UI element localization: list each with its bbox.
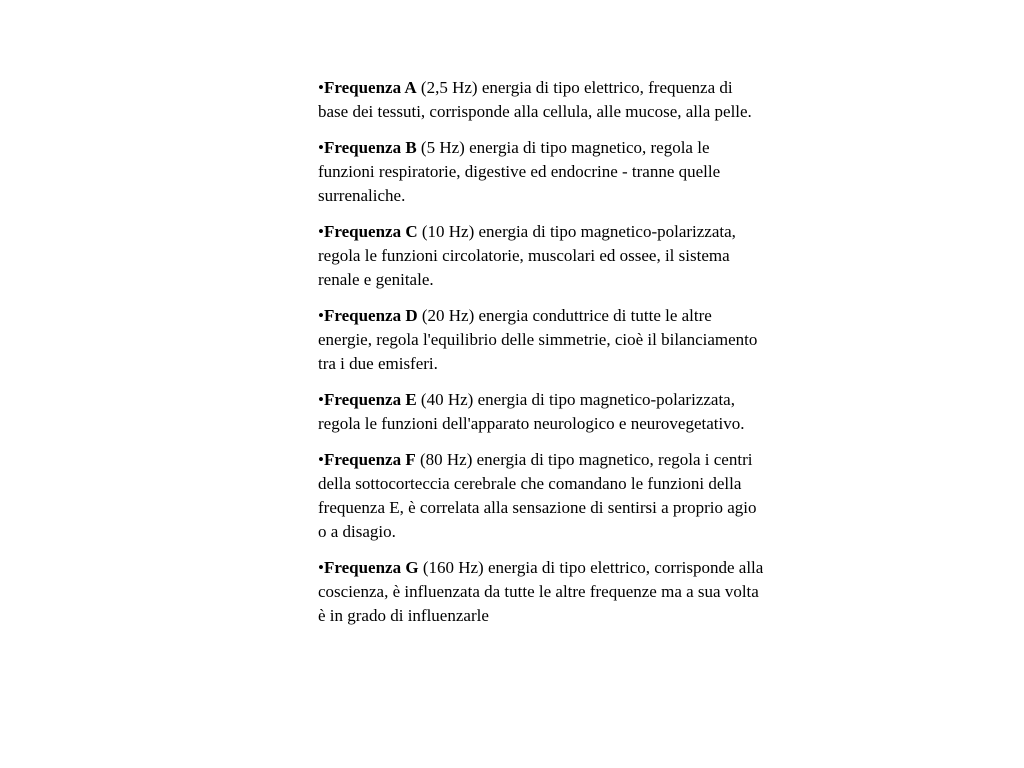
- item-name: Frequenza E: [323, 390, 417, 409]
- bullet: •: [318, 558, 324, 577]
- item-name: Frequenza B: [323, 138, 417, 157]
- item-description: (20 Hz) energia conduttrice di tutte le altre energie, regola l'equilibrio delle simmetrie, cioè il bilanciamento tra i due emisferi.: [318, 306, 758, 373]
- item-description: (2,5 Hz) energia di tipo elettrico, frequenza di base dei tessuti, corrisponde alla cellula, alle mucose, alla pelle.: [318, 78, 752, 121]
- frequency-item-c: [318, 220, 764, 292]
- bullet: •: [318, 138, 324, 157]
- frequency-item-e: [318, 388, 764, 436]
- item-name: Frequenza C: [323, 222, 418, 241]
- item-description: (160 Hz) energia di tipo elettrico, corrisponde alla coscienza, è influenzata da tutte le altre frequenze ma a sua volta è in grado di influenzarle: [318, 558, 764, 625]
- frequency-item-g: [318, 556, 764, 628]
- frequency-list: [318, 76, 764, 640]
- item-description: (5 Hz) energia di tipo magnetico, regola le funzioni respiratorie, digestive ed endocrine - tranne quelle surrenaliche.: [318, 138, 721, 205]
- item-name: Frequenza A: [323, 78, 417, 97]
- bullet: •: [318, 390, 324, 409]
- bullet: •: [318, 306, 324, 325]
- item-name: Frequenza D: [323, 306, 418, 325]
- item-description: (80 Hz) energia di tipo magnetico, regola i centri della sottocorteccia cerebrale che comandano le funzioni della frequenza E, è correlata alla sensazione di sentirsi a proprio agio o a disagio.: [318, 450, 757, 541]
- bullet: •: [318, 450, 324, 469]
- item-name: Frequenza F: [323, 450, 416, 469]
- item-name: Frequenza G: [323, 558, 419, 577]
- item-description: (10 Hz) energia di tipo magnetico-polarizzata, regola le funzioni circolatorie, muscolari ed ossee, il sistema renale e genitale.: [318, 222, 736, 289]
- bullet: •: [318, 78, 324, 97]
- frequency-item-f: [318, 448, 764, 544]
- frequency-item-a: [318, 76, 764, 124]
- bullet: •: [318, 222, 324, 241]
- frequency-item-d: [318, 304, 764, 376]
- frequency-item-b: [318, 136, 764, 208]
- item-description: (40 Hz) energia di tipo magnetico-polarizzata, regola le funzioni dell'apparato neurologico e neurovegetativo.: [318, 390, 745, 433]
